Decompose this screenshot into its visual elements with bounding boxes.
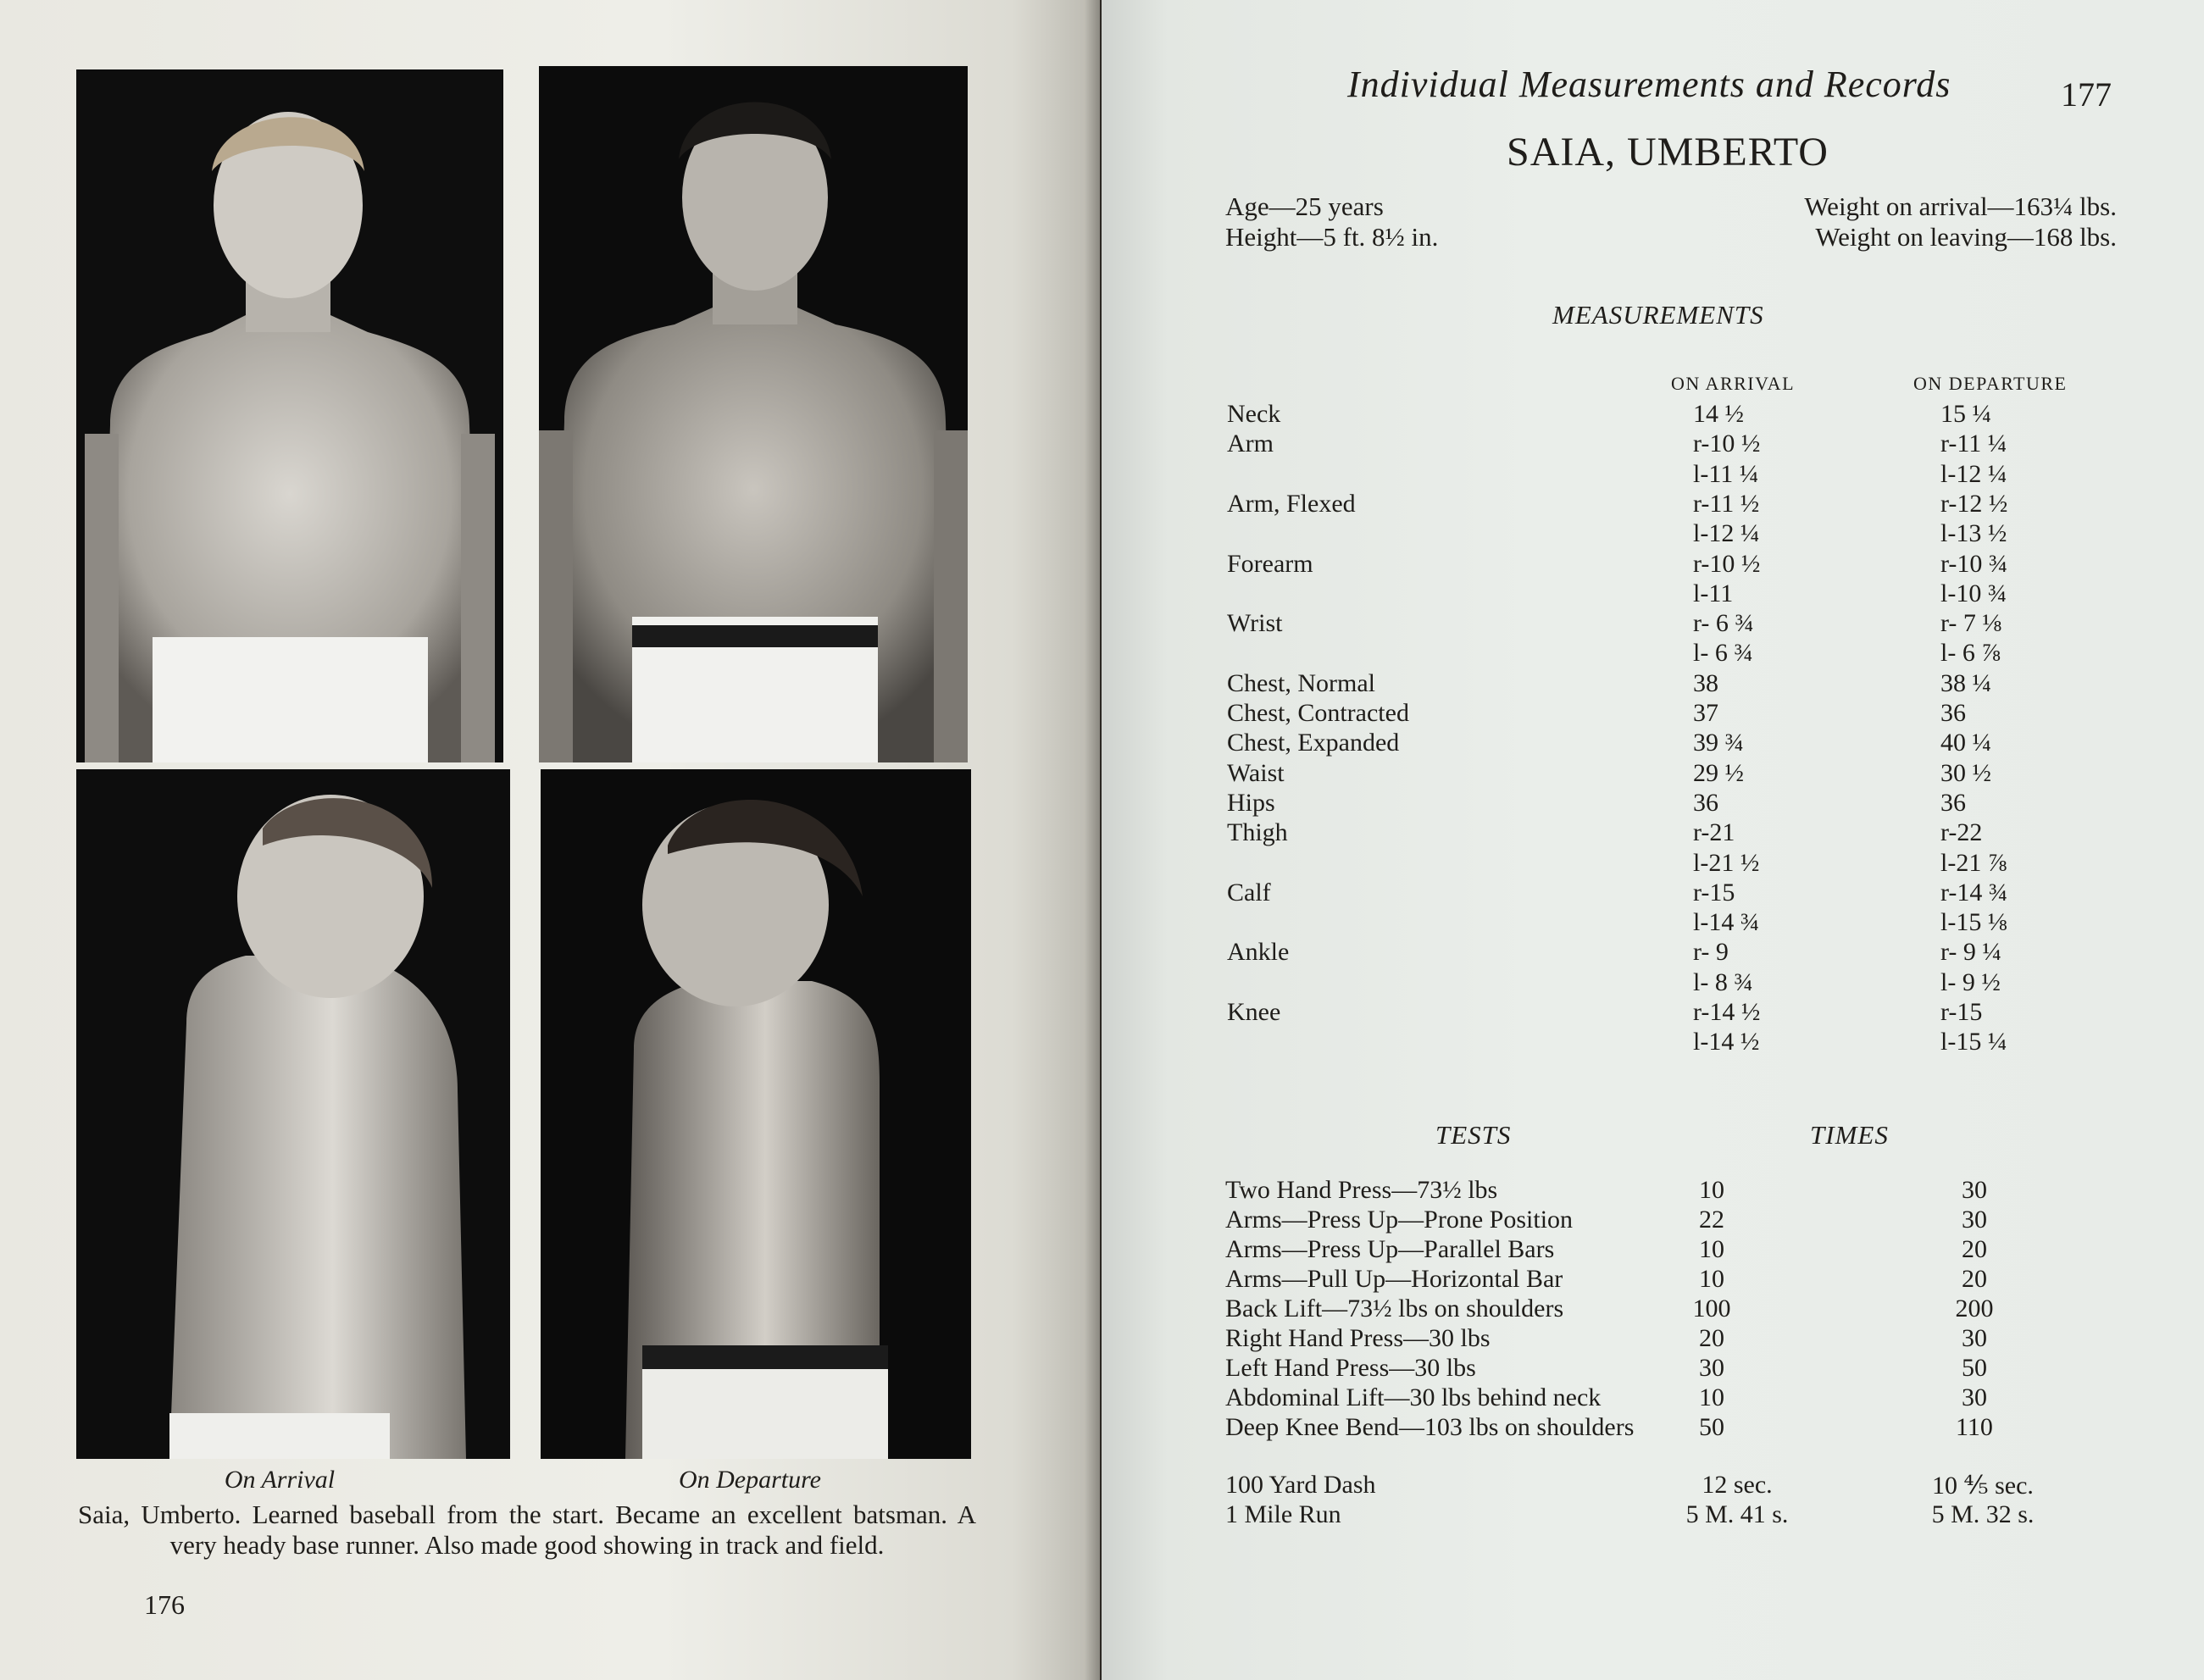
measurement-label: Chest, Expanded [1227, 729, 1400, 757]
measurement-on-departure: l-21 ⅞ [1940, 848, 2007, 877]
measurement-label: Forearm [1227, 549, 1313, 578]
weight-leaving-info: Weight on leaving—168 lbs. [1815, 222, 2117, 252]
measurement-on-arrival: r-11 ½ [1693, 489, 1760, 518]
test-row [1102, 1413, 2204, 1443]
measurement-on-departure: r-15 [1940, 998, 1983, 1026]
measurement-label: Waist [1227, 758, 1285, 787]
test-on-arrival: 22 [1699, 1206, 1724, 1234]
test-row [1102, 1235, 2204, 1265]
measurement-on-arrival: l-14 ¾ [1693, 908, 1760, 937]
run-label: 100 Yard Dash [1225, 1471, 1376, 1499]
measurement-on-arrival: 29 ½ [1693, 758, 1744, 787]
measurement-row [1102, 579, 2204, 609]
measurement-label: Thigh [1227, 818, 1288, 847]
profile-photo-on-departure [541, 769, 971, 1459]
weight-arrival-info: Weight on arrival—163¼ lbs. [1804, 191, 2117, 221]
test-row [1102, 1265, 2204, 1295]
measurement-on-arrival: r-10 ½ [1693, 430, 1761, 458]
test-on-arrival: 10 [1699, 1235, 1724, 1263]
measurement-on-arrival: r-10 ½ [1693, 549, 1761, 578]
measurement-on-departure: r-11 ¼ [1940, 430, 2007, 458]
photo-description: Saia, Umberto. Learned baseball from the start. Became an excellent batsman. A very heady base runner. Also made good showing in track and field. [78, 1500, 976, 1560]
test-label: Right Hand Press—30 lbs [1225, 1324, 1491, 1352]
height-info: Height—5 ft. 8½ in. [1225, 222, 1439, 252]
measurement-row [1102, 550, 2204, 579]
test-label: Deep Knee Bend—103 lbs on shoulders [1225, 1413, 1635, 1441]
test-on-departure: 50 [1962, 1354, 1987, 1382]
measurement-row [1102, 669, 2204, 699]
measurement-on-departure: r- 7 ⅛ [1940, 609, 2001, 638]
measurement-row [1102, 400, 2204, 430]
test-on-departure: 30 [1962, 1206, 1987, 1234]
measurement-on-arrival: l- 6 ¾ [1693, 639, 1753, 668]
measurement-on-departure: l-15 ⅛ [1940, 908, 2007, 937]
measurement-on-departure: 36 [1940, 788, 1966, 817]
measurement-on-departure: 15 ¼ [1940, 400, 1991, 428]
test-on-departure: 20 [1962, 1235, 1987, 1263]
measurement-on-departure: l-12 ¼ [1940, 459, 2007, 488]
measurement-on-departure: 38 ¼ [1940, 668, 1991, 697]
measurement-on-departure: l- 6 ⅞ [1940, 639, 2001, 668]
test-label: Arms—Pull Up—Horizontal Bar [1225, 1265, 1563, 1293]
measurement-on-arrival: 38 [1693, 668, 1718, 697]
run-on-arrival: 5 M. 41 s. [1685, 1500, 1789, 1528]
run-label: 1 Mile Run [1225, 1500, 1341, 1528]
measurement-on-arrival: r-21 [1693, 818, 1735, 847]
test-row [1102, 1295, 2204, 1324]
measurement-on-departure: 40 ¼ [1940, 729, 1991, 757]
test-on-arrival: 10 [1699, 1176, 1724, 1204]
measurement-on-departure: l-13 ½ [1940, 519, 2007, 548]
measurement-on-arrival: r-14 ½ [1693, 998, 1761, 1026]
measurement-on-arrival: 14 ½ [1693, 400, 1744, 428]
test-label: Back Lift—73½ lbs on shoulders [1225, 1295, 1564, 1322]
front-view-photo-on-departure [539, 66, 968, 762]
caption-on-arrival: On Arrival [224, 1466, 336, 1494]
measurement-row [1102, 908, 2204, 938]
athlete-name: SAIA, UMBERTO [1507, 130, 1829, 175]
age-info: Age—25 years [1225, 191, 1384, 221]
run-on-departure: 5 M. 32 s. [1931, 1500, 2035, 1528]
profile-photo-on-arrival [76, 769, 510, 1459]
test-label: Two Hand Press—73½ lbs [1225, 1176, 1498, 1204]
measurement-on-departure: 36 [1940, 699, 1966, 727]
measurement-label: Ankle [1227, 938, 1290, 967]
measurement-on-arrival: 37 [1693, 699, 1718, 727]
measurement-label: Hips [1227, 788, 1275, 817]
test-on-arrival: 10 [1699, 1383, 1724, 1411]
measurement-on-arrival: r-15 [1693, 878, 1735, 907]
run-row [1102, 1500, 2204, 1530]
test-row [1102, 1176, 2204, 1206]
measurement-row [1102, 879, 2204, 908]
page-number-right: 177 [2061, 75, 2112, 114]
test-label: Left Hand Press—30 lbs [1225, 1354, 1476, 1382]
measurement-on-departure: 30 ½ [1940, 758, 1991, 787]
test-on-arrival: 100 [1692, 1295, 1731, 1322]
test-label: Abdominal Lift—30 lbs behind neck [1225, 1383, 1602, 1411]
measurement-on-arrival: 39 ¾ [1693, 729, 1744, 757]
measurement-on-departure: r-14 ¾ [1940, 878, 2008, 907]
measurement-row [1102, 430, 2204, 459]
test-label: Arms—Press Up—Parallel Bars [1225, 1235, 1555, 1263]
test-on-arrival: 50 [1699, 1413, 1724, 1441]
measurement-row [1102, 789, 2204, 818]
times-heading: TIMES [1810, 1120, 1889, 1150]
run-on-arrival: 12 sec. [1702, 1471, 1773, 1499]
measurement-label: Neck [1227, 400, 1281, 428]
measurement-on-arrival: l-14 ½ [1693, 1028, 1760, 1056]
measurement-on-departure: l- 9 ½ [1940, 968, 2001, 996]
measurement-row [1102, 519, 2204, 549]
test-on-departure: 30 [1962, 1383, 1987, 1411]
measurement-label: Arm, Flexed [1227, 489, 1356, 518]
test-label: Arms—Press Up—Prone Position [1225, 1206, 1574, 1234]
test-on-arrival: 10 [1699, 1265, 1724, 1293]
measurement-on-arrival: r- 6 ¾ [1693, 609, 1754, 638]
measurement-row [1102, 490, 2204, 519]
test-row [1102, 1324, 2204, 1354]
measurement-label: Wrist [1227, 609, 1283, 638]
measurement-row [1102, 699, 2204, 729]
measurement-label: Knee [1227, 998, 1281, 1026]
running-head: Individual Measurements and Records [1347, 64, 1951, 105]
measurement-on-arrival: l-11 [1693, 579, 1734, 607]
measurement-on-arrival: l-21 ½ [1693, 848, 1760, 877]
measurement-on-arrival: 36 [1693, 788, 1718, 817]
measurement-row [1102, 729, 2204, 758]
test-row [1102, 1354, 2204, 1383]
measurement-row [1102, 998, 2204, 1028]
measurement-row [1102, 609, 2204, 639]
test-row [1102, 1383, 2204, 1413]
measurement-on-arrival: l-11 ¼ [1693, 459, 1759, 488]
measurement-on-departure: r- 9 ¼ [1940, 938, 2001, 967]
measurement-row [1102, 759, 2204, 789]
page-number-left: 176 [144, 1589, 185, 1620]
measurement-on-arrival: r- 9 [1693, 938, 1729, 967]
measurement-row [1102, 938, 2204, 968]
caption-on-departure: On Departure [678, 1466, 822, 1494]
run-row [1102, 1471, 2204, 1500]
measurement-label: Chest, Contracted [1227, 699, 1409, 727]
measurement-label: Chest, Normal [1227, 668, 1375, 697]
measurement-on-arrival: l-12 ¼ [1693, 519, 1760, 548]
run-on-departure: 10 ⅘ sec. [1932, 1472, 2034, 1500]
column-on-departure: ON DEPARTURE [1913, 373, 2068, 394]
measurement-label: Arm [1227, 430, 1274, 458]
test-on-departure: 110 [1956, 1413, 1993, 1441]
test-on-arrival: 20 [1699, 1324, 1724, 1352]
left-page [0, 0, 1100, 1680]
test-on-departure: 200 [1955, 1295, 1994, 1322]
front-view-photo-on-arrival [76, 69, 503, 762]
measurements-heading: MEASUREMENTS [1552, 300, 1764, 330]
right-page [1102, 0, 2204, 1680]
measurement-row [1102, 460, 2204, 490]
measurement-row [1102, 849, 2204, 879]
measurement-on-departure: r-22 [1940, 818, 1983, 847]
measurement-on-arrival: l- 8 ¾ [1693, 968, 1753, 996]
measurement-row [1102, 968, 2204, 998]
tests-heading: TESTS [1435, 1120, 1512, 1150]
test-on-departure: 20 [1962, 1265, 1987, 1293]
measurement-on-departure: r-10 ¾ [1940, 549, 2008, 578]
column-on-arrival: ON ARRIVAL [1671, 373, 1796, 394]
test-on-departure: 30 [1962, 1324, 1987, 1352]
test-on-departure: 30 [1962, 1176, 1987, 1204]
measurement-on-departure: l-10 ¾ [1940, 579, 2007, 607]
measurement-label: Calf [1227, 878, 1271, 907]
measurement-row [1102, 818, 2204, 848]
test-on-arrival: 30 [1699, 1354, 1724, 1382]
measurement-row [1102, 1028, 2204, 1057]
measurement-on-departure: r-12 ½ [1940, 489, 2008, 518]
measurement-on-departure: l-15 ¼ [1940, 1028, 2007, 1056]
measurement-row [1102, 639, 2204, 668]
test-row [1102, 1206, 2204, 1235]
